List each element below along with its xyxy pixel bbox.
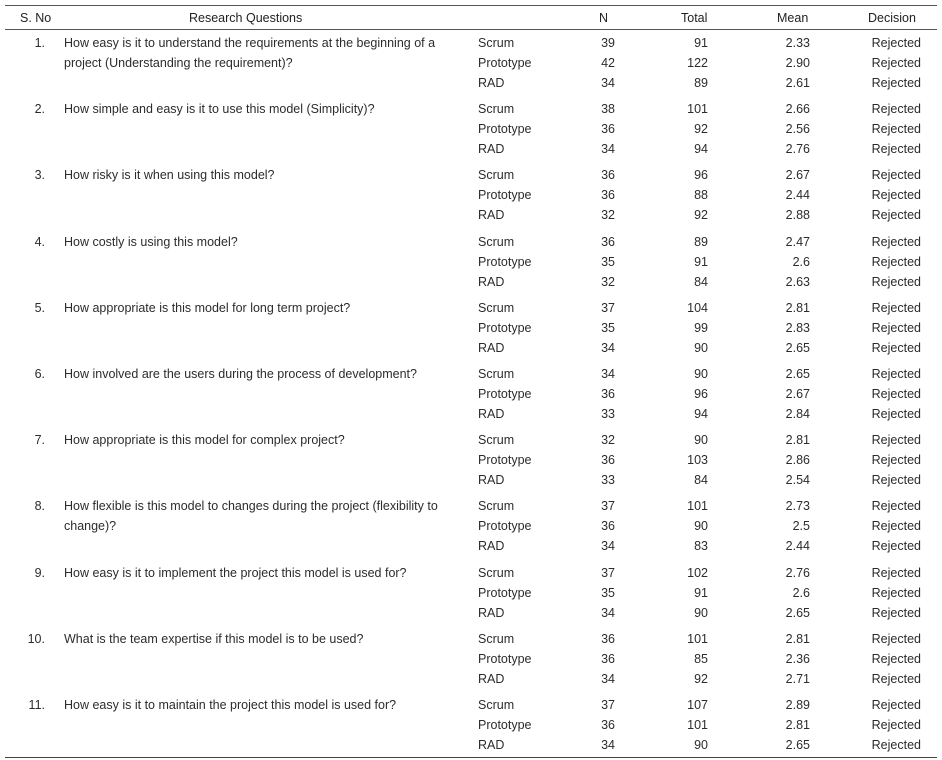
n-value: 37 bbox=[601, 300, 615, 315]
model-name: Prototype bbox=[478, 453, 532, 468]
research-question: How flexible is this model to changes during the project (flexibility to change)? bbox=[64, 499, 438, 534]
mean-value: 2.81 bbox=[785, 631, 810, 646]
model-name: Scrum bbox=[478, 234, 515, 249]
model-name: Prototype bbox=[478, 651, 532, 666]
total-value: 101 bbox=[687, 499, 708, 514]
model-name: Scrum bbox=[478, 102, 515, 117]
model-name: Prototype bbox=[478, 585, 532, 600]
header-n: N bbox=[599, 11, 609, 25]
total-value: 104 bbox=[687, 300, 708, 315]
decision-value: Rejected bbox=[871, 718, 921, 732]
total-value: 90 bbox=[694, 605, 708, 620]
model-name: Scrum bbox=[478, 367, 515, 381]
mean-value: 2.71 bbox=[785, 671, 810, 686]
mean-value: 2.63 bbox=[785, 274, 810, 289]
decision-value: Rejected bbox=[871, 340, 921, 355]
model-name: RAD bbox=[478, 76, 505, 90]
total-value: 83 bbox=[694, 539, 708, 554]
model-name: RAD bbox=[478, 473, 505, 488]
n-value: 38 bbox=[601, 102, 615, 117]
n-value: 37 bbox=[601, 499, 615, 514]
mean-value: 2.36 bbox=[785, 651, 810, 666]
decision-value: Rejected bbox=[871, 698, 921, 712]
research-question: How easy is it to maintain the project this model is used for? bbox=[64, 698, 397, 712]
mean-value: 2.6 bbox=[792, 585, 810, 600]
row-number: 6. bbox=[34, 367, 45, 381]
total-value: 101 bbox=[687, 102, 708, 117]
n-value: 36 bbox=[601, 387, 615, 401]
header-mean: Mean bbox=[777, 11, 809, 25]
header-sno: S. No bbox=[20, 11, 52, 25]
total-value: 94 bbox=[694, 142, 708, 157]
decision-value: Rejected bbox=[871, 585, 921, 600]
decision-value: Rejected bbox=[871, 320, 921, 335]
mean-value: 2.61 bbox=[785, 76, 810, 90]
total-value: 84 bbox=[694, 274, 708, 289]
total-value: 122 bbox=[687, 56, 708, 70]
row-number: 8. bbox=[34, 499, 45, 514]
model-name: RAD bbox=[478, 274, 505, 289]
mean-value: 2.6 bbox=[792, 254, 810, 269]
total-value: 85 bbox=[694, 651, 708, 666]
model-name: Prototype bbox=[478, 254, 532, 269]
mean-value: 2.88 bbox=[785, 208, 810, 223]
research-question: How risky is it when using this model? bbox=[64, 168, 275, 183]
decision-value: Rejected bbox=[871, 56, 921, 70]
model-name: Prototype bbox=[478, 56, 532, 70]
mean-value: 2.47 bbox=[785, 234, 810, 249]
decision-value: Rejected bbox=[871, 254, 921, 269]
total-value: 94 bbox=[694, 407, 708, 421]
mean-value: 2.65 bbox=[785, 367, 810, 381]
row-number: 10. bbox=[27, 631, 45, 646]
n-value: 36 bbox=[601, 631, 615, 646]
n-value: 36 bbox=[601, 651, 615, 666]
model-name: RAD bbox=[478, 407, 505, 421]
model-name: RAD bbox=[478, 738, 505, 752]
total-value: 84 bbox=[694, 473, 708, 488]
model-name: RAD bbox=[478, 142, 505, 157]
model-name: RAD bbox=[478, 671, 505, 686]
model-name: Scrum bbox=[478, 698, 515, 712]
decision-value: Rejected bbox=[871, 102, 921, 117]
model-name: Prototype bbox=[478, 188, 532, 203]
mean-value: 2.54 bbox=[785, 473, 810, 488]
mean-value: 2.81 bbox=[785, 300, 810, 315]
decision-value: Rejected bbox=[871, 36, 921, 50]
n-value: 34 bbox=[601, 340, 615, 355]
mean-value: 2.84 bbox=[785, 407, 810, 421]
model-name: Scrum bbox=[478, 499, 515, 514]
n-value: 34 bbox=[601, 738, 615, 752]
n-value: 34 bbox=[601, 142, 615, 157]
model-name: Prototype bbox=[478, 519, 532, 534]
decision-value: Rejected bbox=[871, 499, 921, 514]
research-question: How easy is it to understand the requirements at the beginning of a project (Understanding the requirement)? bbox=[64, 36, 436, 70]
n-value: 35 bbox=[601, 254, 615, 269]
row-number: 7. bbox=[34, 433, 45, 448]
model-name: RAD bbox=[478, 208, 505, 223]
n-value: 36 bbox=[601, 234, 615, 249]
model-name: Prototype bbox=[478, 718, 532, 732]
mean-value: 2.66 bbox=[785, 102, 810, 117]
research-question: How involved are the users during the process of development? bbox=[64, 367, 417, 381]
model-name: Prototype bbox=[478, 387, 532, 401]
total-value: 96 bbox=[694, 387, 708, 401]
row-number: 3. bbox=[34, 168, 45, 183]
total-value: 92 bbox=[694, 671, 708, 686]
n-value: 36 bbox=[601, 453, 615, 468]
model-name: Prototype bbox=[478, 320, 532, 335]
n-value: 37 bbox=[601, 565, 615, 580]
model-name: Prototype bbox=[478, 122, 532, 137]
mean-value: 2.65 bbox=[785, 605, 810, 620]
mean-value: 2.33 bbox=[785, 36, 810, 50]
decision-value: Rejected bbox=[871, 367, 921, 381]
total-value: 90 bbox=[694, 738, 708, 752]
n-value: 37 bbox=[601, 698, 615, 712]
decision-value: Rejected bbox=[871, 168, 921, 183]
total-value: 92 bbox=[694, 208, 708, 223]
research-question: How appropriate is this model for long term project? bbox=[64, 300, 351, 315]
total-value: 102 bbox=[687, 565, 708, 580]
header-decision: Decision bbox=[868, 11, 916, 25]
research-question: How easy is it to implement the project this model is used for? bbox=[64, 565, 407, 580]
mean-value: 2.76 bbox=[785, 565, 810, 580]
n-value: 32 bbox=[601, 208, 615, 223]
mean-value: 2.67 bbox=[785, 168, 810, 183]
row-number: 1. bbox=[34, 36, 45, 50]
n-value: 34 bbox=[601, 539, 615, 554]
decision-value: Rejected bbox=[871, 122, 921, 137]
total-value: 88 bbox=[694, 188, 708, 203]
n-value: 33 bbox=[601, 407, 615, 421]
mean-value: 2.86 bbox=[785, 453, 810, 468]
n-value: 34 bbox=[601, 367, 615, 381]
model-name: Scrum bbox=[478, 36, 515, 50]
decision-value: Rejected bbox=[871, 208, 921, 223]
total-value: 90 bbox=[694, 367, 708, 381]
total-value: 92 bbox=[694, 122, 708, 137]
n-value: 36 bbox=[601, 168, 615, 183]
decision-value: Rejected bbox=[871, 433, 921, 448]
n-value: 33 bbox=[601, 473, 615, 488]
model-name: RAD bbox=[478, 340, 505, 355]
research-question: How appropriate is this model for complex project? bbox=[64, 433, 345, 448]
decision-value: Rejected bbox=[871, 387, 921, 401]
mean-value: 2.73 bbox=[785, 499, 810, 514]
decision-value: Rejected bbox=[871, 300, 921, 315]
decision-value: Rejected bbox=[871, 539, 921, 554]
mean-value: 2.56 bbox=[785, 122, 810, 137]
decision-value: Rejected bbox=[871, 671, 921, 686]
total-value: 101 bbox=[687, 718, 708, 732]
total-value: 96 bbox=[694, 168, 708, 183]
decision-value: Rejected bbox=[871, 473, 921, 488]
total-value: 90 bbox=[694, 433, 708, 448]
decision-value: Rejected bbox=[871, 651, 921, 666]
total-value: 89 bbox=[694, 234, 708, 249]
mean-value: 2.44 bbox=[785, 188, 810, 203]
model-name: Scrum bbox=[478, 631, 515, 646]
total-value: 90 bbox=[694, 340, 708, 355]
n-value: 34 bbox=[601, 671, 615, 686]
row-number: 5. bbox=[34, 300, 45, 315]
model-name: Scrum bbox=[478, 300, 515, 315]
research-question: What is the team expertise if this model is to be used? bbox=[64, 631, 364, 646]
total-value: 101 bbox=[687, 631, 708, 646]
mean-value: 2.76 bbox=[785, 142, 810, 157]
total-value: 91 bbox=[694, 585, 708, 600]
n-value: 36 bbox=[601, 519, 615, 534]
decision-value: Rejected bbox=[871, 234, 921, 249]
mean-value: 2.5 bbox=[792, 519, 810, 534]
mean-value: 2.65 bbox=[785, 340, 810, 355]
n-value: 36 bbox=[601, 718, 615, 732]
row-number: 2. bbox=[34, 102, 45, 117]
table-bottom-rule bbox=[5, 757, 937, 758]
total-value: 91 bbox=[694, 36, 708, 50]
mean-value: 2.65 bbox=[785, 738, 810, 752]
mean-value: 2.83 bbox=[785, 320, 810, 335]
n-value: 35 bbox=[601, 585, 615, 600]
decision-value: Rejected bbox=[871, 142, 921, 157]
mean-value: 2.90 bbox=[785, 56, 810, 70]
n-value: 32 bbox=[601, 274, 615, 289]
decision-value: Rejected bbox=[871, 407, 921, 421]
mean-value: 2.81 bbox=[785, 718, 810, 732]
total-value: 90 bbox=[694, 519, 708, 534]
row-number: 4. bbox=[34, 234, 45, 249]
n-value: 39 bbox=[601, 36, 615, 50]
table-top-rule bbox=[5, 5, 937, 6]
n-value: 35 bbox=[601, 320, 615, 335]
header-total: Total bbox=[681, 11, 708, 25]
research-question: How costly is using this model? bbox=[64, 234, 238, 249]
decision-value: Rejected bbox=[871, 738, 921, 752]
model-name: RAD bbox=[478, 539, 505, 554]
model-name: RAD bbox=[478, 605, 505, 620]
mean-value: 2.81 bbox=[785, 433, 810, 448]
decision-value: Rejected bbox=[871, 605, 921, 620]
model-name: Scrum bbox=[478, 168, 515, 183]
n-value: 42 bbox=[601, 56, 615, 70]
decision-value: Rejected bbox=[871, 565, 921, 580]
n-value: 34 bbox=[601, 605, 615, 620]
research-question: How simple and easy is it to use this model (Simplicity)? bbox=[64, 102, 375, 117]
decision-value: Rejected bbox=[871, 631, 921, 646]
header-rule bbox=[5, 29, 937, 30]
model-name: Scrum bbox=[478, 433, 515, 448]
n-value: 36 bbox=[601, 188, 615, 203]
n-value: 32 bbox=[601, 433, 615, 448]
total-value: 91 bbox=[694, 254, 708, 269]
n-value: 34 bbox=[601, 76, 615, 90]
decision-value: Rejected bbox=[871, 274, 921, 289]
mean-value: 2.44 bbox=[785, 539, 810, 554]
mean-value: 2.67 bbox=[785, 387, 810, 401]
n-value: 36 bbox=[601, 122, 615, 137]
decision-value: Rejected bbox=[871, 453, 921, 468]
total-value: 103 bbox=[687, 453, 708, 468]
total-value: 89 bbox=[694, 76, 708, 90]
row-number: 11. bbox=[28, 698, 45, 712]
header-research-questions: Research Questions bbox=[189, 11, 303, 25]
model-name: Scrum bbox=[478, 565, 515, 580]
decision-value: Rejected bbox=[871, 76, 921, 90]
decision-value: Rejected bbox=[871, 188, 921, 203]
row-number: 9. bbox=[34, 565, 45, 580]
mean-value: 2.89 bbox=[785, 698, 810, 712]
total-value: 99 bbox=[694, 320, 708, 335]
decision-value: Rejected bbox=[871, 519, 921, 534]
total-value: 107 bbox=[687, 698, 708, 712]
